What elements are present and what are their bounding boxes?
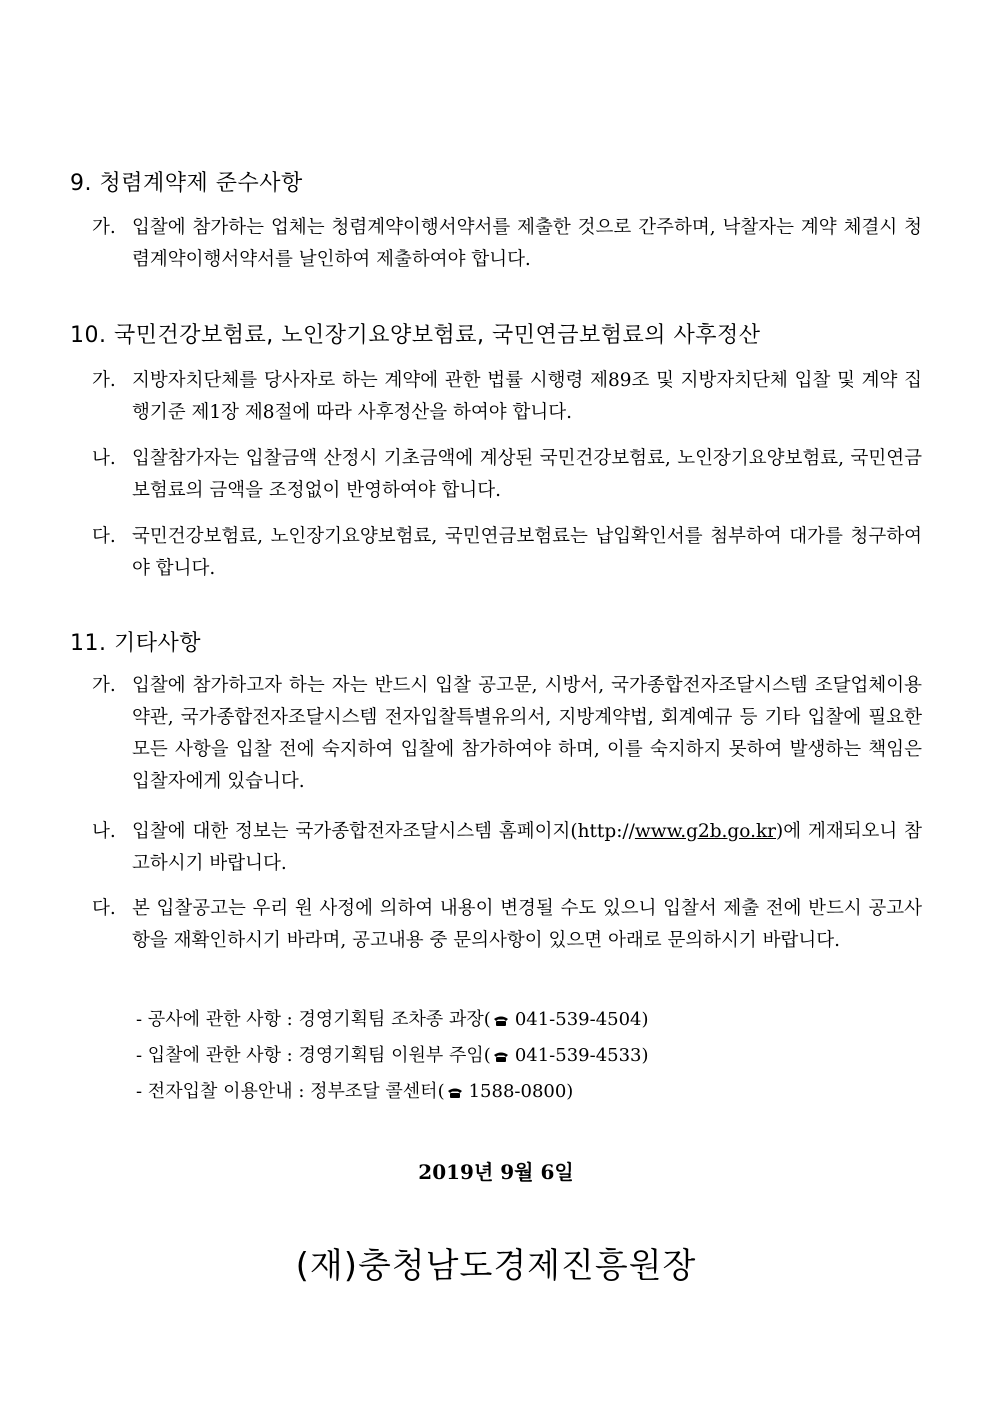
telephone-icon	[493, 1015, 509, 1026]
contact-line-bidding	[136, 1041, 649, 1067]
contact-line-callcenter	[136, 1077, 573, 1103]
section-11-item-na	[92, 816, 922, 880]
contact-prefix: - 입찰에 관한 사항 : 경영기획팀 이원부 주임(	[136, 1045, 491, 1066]
item-text: 지방자치단체를 당사자로 하는 계약에 관한 법률 시행령 제89조 및 지방자치단체 입찰 및 계약 집행기준 제1장 제8절에 따라 사후정산을 하여야 합니다.	[132, 370, 922, 423]
item-label: 나.	[92, 448, 116, 469]
item-text: 입찰에 참가하는 업체는 청렴계약이행서약서를 제출한 것으로 간주하며, 낙찰자는 계약 체결시 청렴계약이행서약서를 날인하여 제출하여야 합니다.	[132, 217, 922, 270]
item-label: 다.	[92, 526, 116, 547]
section-11-item-da	[92, 893, 922, 957]
item-text	[132, 816, 922, 880]
contact-number: 041-539-4533)	[514, 1045, 649, 1066]
item-label: 가.	[92, 675, 116, 696]
item-label: 가.	[92, 370, 116, 391]
section-11-title: 11. 기타사항	[70, 631, 201, 656]
item-text: 입찰참가자는 입찰금액 산정시 기초금액에 계상된 국민건강보험료, 노인장기요양보험료, 국민연금보험료의 금액을 조정없이 반영하여야 합니다.	[132, 448, 922, 501]
section-9-item-ga	[92, 212, 922, 276]
contact-line-construction	[136, 1005, 649, 1031]
contact-number: 041-539-4504)	[514, 1009, 649, 1030]
contact-prefix: - 공사에 관한 사항 : 경영기획팀 조차종 과장(	[136, 1009, 491, 1030]
section-10-item-na	[92, 443, 922, 507]
section-11-item-ga	[92, 670, 922, 798]
section-10-item-ga	[92, 365, 922, 429]
item-label: 가.	[92, 217, 116, 238]
section-9-title: 9. 청렴계약제 준수사항	[70, 171, 303, 196]
issuer-name: (재)충청남도경제진흥원장	[295, 1246, 697, 1286]
item-label: 다.	[92, 898, 116, 919]
contact-prefix: - 전자입찰 이용안내 : 정부조달 콜센터(	[136, 1081, 445, 1102]
section-10-item-da	[92, 521, 922, 585]
item-text: 국민건강보험료, 노인장기요양보험료, 국민연금보험료는 납입확인서를 첨부하여 대가를 청구하여야 합니다.	[132, 526, 922, 579]
contact-number: 1588-0800)	[468, 1081, 574, 1102]
item-label: 나.	[92, 821, 116, 842]
telephone-icon	[493, 1051, 509, 1062]
document-date: 2019년 9월 6일	[418, 1160, 574, 1184]
section-10-title: 10. 국민건강보험료, 노인장기요양보험료, 국민연금보험료의 사후정산	[70, 323, 761, 348]
item-text-after: )에 게재되오니 참고하시기 바랍니다.	[132, 821, 923, 874]
item-text-before: 입찰에 대한 정보는 국가종합전자조달시스템 홈페이지(http://	[132, 821, 635, 842]
website-link[interactable]: www.g2b.go.kr	[634, 821, 777, 842]
telephone-icon	[447, 1087, 463, 1098]
item-text: 입찰에 참가하고자 하는 자는 반드시 입찰 공고문, 시방서, 국가종합전자조달시스템 조달업체이용약관, 국가종합전자조달시스템 전자입찰특별유의서, 지방계약법, 회계예규 등 기타 입찰에 필요한 모든 사항을 입찰 전에 숙지하여 입찰에 참가하여야 하며, 이를 숙지하지 못하여 발생하는 책임은 입찰자에게 있습니다.	[132, 675, 922, 792]
item-text: 본 입찰공고는 우리 원 사정에 의하여 내용이 변경될 수도 있으니 입찰서 제출 전에 반드시 공고사항을 재확인하시기 바라며, 공고내용 중 문의사항이 있으면 아래로 문의하시기 바랍니다.	[132, 898, 922, 951]
